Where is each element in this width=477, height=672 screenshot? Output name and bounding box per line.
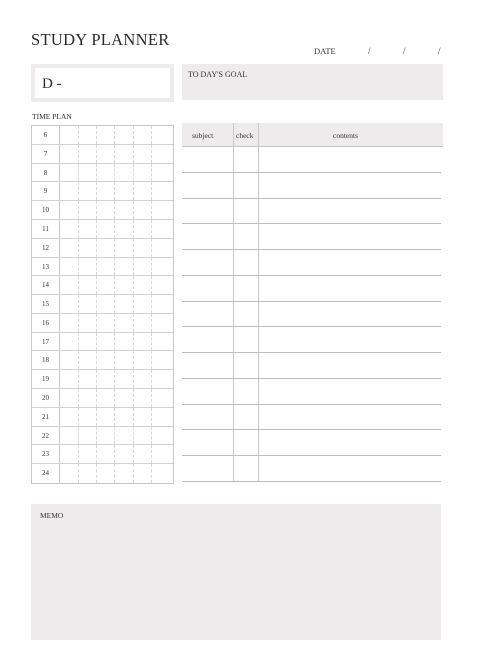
ten-minute-divider [78, 145, 79, 163]
time-row[interactable] [32, 314, 173, 333]
ten-minute-divider [151, 464, 152, 483]
ten-minute-divider [78, 239, 79, 257]
plan-row[interactable] [182, 353, 441, 379]
hour-label: 9 [32, 182, 60, 200]
ten-minute-divider [133, 351, 134, 369]
ten-minute-divider [114, 182, 115, 200]
ten-minute-divider [151, 427, 152, 445]
hour-label: 7 [32, 145, 60, 163]
ten-minute-divider [78, 351, 79, 369]
ten-minute-divider [114, 201, 115, 219]
dday-label: D - [42, 76, 62, 92]
ten-minute-divider [114, 427, 115, 445]
ten-minute-divider [151, 333, 152, 351]
ten-minute-divider [96, 427, 97, 445]
goal-label: TO DAY'S GOAL [188, 70, 248, 79]
ten-minute-divider [133, 182, 134, 200]
ten-minute-divider [114, 370, 115, 388]
time-row[interactable] [32, 164, 173, 183]
plan-row[interactable] [182, 199, 441, 225]
time-row[interactable] [32, 408, 173, 427]
ten-minute-divider [96, 145, 97, 163]
ten-minute-divider [133, 145, 134, 163]
ten-minute-divider [78, 182, 79, 200]
time-row[interactable] [32, 295, 173, 314]
ten-minute-divider [114, 445, 115, 463]
ten-minute-divider [96, 201, 97, 219]
hour-label: 13 [32, 258, 60, 276]
ten-minute-divider [133, 389, 134, 407]
ten-minute-divider [96, 126, 97, 144]
plan-row[interactable] [182, 327, 441, 353]
time-row[interactable] [32, 182, 173, 201]
hour-label: 17 [32, 333, 60, 351]
time-row[interactable] [32, 370, 173, 389]
time-row[interactable] [32, 276, 173, 295]
dday-box[interactable] [31, 64, 174, 102]
time-row[interactable] [32, 427, 173, 446]
ten-minute-divider [114, 239, 115, 257]
time-row[interactable] [32, 445, 173, 464]
ten-minute-divider [114, 164, 115, 182]
ten-minute-divider [78, 464, 79, 483]
ten-minute-divider [151, 145, 152, 163]
column-header-contents: contents [333, 131, 358, 140]
date-separator: / [368, 46, 371, 56]
time-plan-label: TIME PLAN [32, 112, 72, 121]
ten-minute-divider [133, 258, 134, 276]
hour-label: 10 [32, 201, 60, 219]
ten-minute-divider [96, 258, 97, 276]
plan-row[interactable] [182, 456, 441, 482]
ten-minute-divider [96, 276, 97, 294]
memo-label: MEMO [40, 511, 64, 520]
time-row[interactable] [32, 333, 173, 352]
ten-minute-divider [96, 370, 97, 388]
goal-box[interactable] [182, 64, 443, 100]
ten-minute-divider [78, 258, 79, 276]
column-header-subject: subject [192, 131, 214, 140]
hour-label: 21 [32, 408, 60, 426]
time-row[interactable] [32, 126, 173, 145]
ten-minute-divider [78, 126, 79, 144]
date-label: DATE [314, 46, 336, 56]
ten-minute-divider [151, 408, 152, 426]
ten-minute-divider [78, 220, 79, 238]
ten-minute-divider [96, 464, 97, 483]
time-row[interactable] [32, 201, 173, 220]
ten-minute-divider [151, 201, 152, 219]
hour-label: 24 [32, 464, 60, 483]
dday-field[interactable] [35, 68, 170, 98]
hour-label: 15 [32, 295, 60, 313]
hour-label: 18 [32, 351, 60, 369]
time-row[interactable] [32, 351, 173, 370]
column-header-check: check [236, 131, 254, 140]
time-row[interactable] [32, 145, 173, 164]
ten-minute-divider [133, 408, 134, 426]
ten-minute-divider [114, 333, 115, 351]
ten-minute-divider [151, 220, 152, 238]
ten-minute-divider [151, 314, 152, 332]
ten-minute-divider [151, 445, 152, 463]
ten-minute-divider [96, 408, 97, 426]
time-row[interactable] [32, 389, 173, 408]
plan-row[interactable] [182, 147, 441, 173]
ten-minute-divider [96, 333, 97, 351]
ten-minute-divider [96, 182, 97, 200]
ten-minute-divider [151, 389, 152, 407]
time-plan-table[interactable] [31, 125, 174, 484]
ten-minute-divider [78, 333, 79, 351]
ten-minute-divider [133, 220, 134, 238]
ten-minute-divider [96, 389, 97, 407]
ten-minute-divider [133, 126, 134, 144]
plan-row[interactable] [182, 379, 441, 405]
ten-minute-divider [151, 276, 152, 294]
hour-label: 16 [32, 314, 60, 332]
ten-minute-divider [78, 164, 79, 182]
memo-box[interactable] [31, 504, 441, 640]
ten-minute-divider [96, 164, 97, 182]
hour-label: 22 [32, 427, 60, 445]
plan-row[interactable] [182, 224, 441, 250]
ten-minute-divider [114, 351, 115, 369]
ten-minute-divider [133, 164, 134, 182]
ten-minute-divider [133, 314, 134, 332]
hour-label: 12 [32, 239, 60, 257]
date-separator: / [403, 46, 406, 56]
hour-label: 19 [32, 370, 60, 388]
ten-minute-divider [114, 464, 115, 483]
ten-minute-divider [151, 164, 152, 182]
time-row[interactable] [32, 464, 173, 483]
ten-minute-divider [133, 427, 134, 445]
ten-minute-divider [78, 370, 79, 388]
ten-minute-divider [151, 239, 152, 257]
hour-label: 8 [32, 164, 60, 182]
ten-minute-divider [133, 333, 134, 351]
ten-minute-divider [114, 295, 115, 313]
ten-minute-divider [96, 220, 97, 238]
plan-row[interactable] [182, 173, 441, 199]
ten-minute-divider [78, 427, 79, 445]
ten-minute-divider [114, 389, 115, 407]
plan-row[interactable] [182, 430, 441, 456]
ten-minute-divider [78, 389, 79, 407]
plan-row[interactable] [182, 302, 441, 328]
ten-minute-divider [96, 239, 97, 257]
ten-minute-divider [151, 126, 152, 144]
ten-minute-divider [114, 408, 115, 426]
ten-minute-divider [114, 126, 115, 144]
ten-minute-divider [114, 220, 115, 238]
time-row[interactable] [32, 220, 173, 239]
ten-minute-divider [133, 370, 134, 388]
ten-minute-divider [78, 408, 79, 426]
plan-row[interactable] [182, 405, 441, 431]
hour-label: 6 [32, 126, 60, 144]
plan-table-body[interactable] [182, 147, 443, 482]
ten-minute-divider [96, 314, 97, 332]
hour-label: 20 [32, 389, 60, 407]
hour-label: 11 [32, 220, 60, 238]
ten-minute-divider [133, 201, 134, 219]
ten-minute-divider [151, 258, 152, 276]
ten-minute-divider [133, 276, 134, 294]
ten-minute-divider [96, 351, 97, 369]
date-separator: / [438, 46, 441, 56]
ten-minute-divider [151, 295, 152, 313]
ten-minute-divider [114, 314, 115, 332]
page-title: STUDY PLANNER [31, 30, 170, 49]
ten-minute-divider [78, 201, 79, 219]
time-row[interactable] [32, 239, 173, 258]
hour-label: 23 [32, 445, 60, 463]
ten-minute-divider [151, 370, 152, 388]
ten-minute-divider [151, 182, 152, 200]
ten-minute-divider [133, 464, 134, 483]
plan-row[interactable] [182, 276, 441, 302]
hour-label: 14 [32, 276, 60, 294]
time-row[interactable] [32, 258, 173, 277]
ten-minute-divider [78, 314, 79, 332]
ten-minute-divider [114, 258, 115, 276]
ten-minute-divider [133, 445, 134, 463]
ten-minute-divider [78, 445, 79, 463]
plan-row[interactable] [182, 250, 441, 276]
ten-minute-divider [114, 145, 115, 163]
ten-minute-divider [151, 351, 152, 369]
ten-minute-divider [133, 239, 134, 257]
ten-minute-divider [96, 445, 97, 463]
ten-minute-divider [133, 295, 134, 313]
plan-table-header [182, 123, 443, 147]
ten-minute-divider [78, 295, 79, 313]
ten-minute-divider [96, 295, 97, 313]
ten-minute-divider [78, 276, 79, 294]
ten-minute-divider [114, 276, 115, 294]
